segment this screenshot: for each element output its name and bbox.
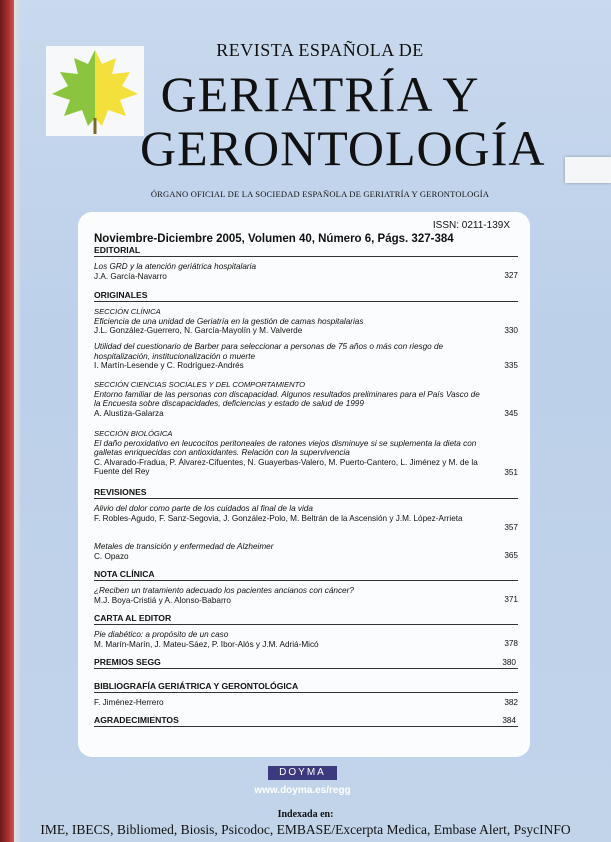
entry-authors: J.L. González-Guerrero, N. García-Mayolín y M. Valverde <box>94 326 303 336</box>
entry-page: 371 <box>504 595 518 605</box>
toc-entry[interactable] <box>94 380 518 419</box>
entry-authors: F. Jiménez-Herrero <box>94 698 164 707</box>
entry-authors: F. Robles-Agudo, F. Sanz-Segovia, J. González-Polo, M. Beltrán de la Ascensión y J.M. López-Arrieta <box>94 513 463 523</box>
publisher-logo: DOYMA <box>268 766 337 780</box>
page-tab <box>565 157 611 183</box>
entry-page: 327 <box>504 271 518 281</box>
entry-authors: M.J. Boya-Cristiá y A. Alonso-Babarro <box>94 595 231 605</box>
entry-page: 345 <box>504 409 518 419</box>
entry-authors: I. Martín-Lesende y C. Rodríguez-Andrés <box>94 361 244 371</box>
table-of-contents <box>78 212 530 757</box>
section-premios[interactable]: PREMIOS SEGG <box>94 657 518 669</box>
entry-page: 382 <box>504 698 518 708</box>
toc-entry[interactable] <box>94 504 518 533</box>
toc-entry[interactable] <box>94 630 518 649</box>
journal-title-line2: GERONTOLOGÍA <box>140 120 546 176</box>
entry-title: ¿Reciben un tratamiento adecuado los pacientes ancianos con cáncer? <box>94 586 354 595</box>
entry-title: Alivio del dolor como parte de los cuidados al final de la vida <box>94 504 313 513</box>
website-link[interactable]: www.doyma.es/regg <box>254 785 351 796</box>
section-agradecimientos[interactable]: AGRADECIMIENTOS <box>94 715 518 727</box>
premios-page: 380 <box>502 658 516 667</box>
toc-entry[interactable] <box>94 429 518 478</box>
toc-entry[interactable] <box>94 307 518 336</box>
entry-page: 365 <box>504 551 518 561</box>
toc-entry[interactable] <box>94 542 518 561</box>
entry-section: SECCIÓN CLÍNICA <box>94 307 161 316</box>
entry-page: 378 <box>504 639 518 649</box>
entry-page: 335 <box>504 361 518 371</box>
leaf-logo-icon <box>46 46 144 136</box>
spine-edge <box>14 0 20 842</box>
entry-title: Eficiencia de una unidad de Geriatría en la gestión de camas hospitalarias <box>94 316 364 326</box>
entry-authors: C. Opazo <box>94 551 129 561</box>
entry-section: SECCIÓN CIENCIAS SOCIALES Y DEL COMPORTAMIENTO <box>94 380 305 389</box>
section-nota-clinica: NOTA CLÍNICA <box>94 569 518 581</box>
toc-entry[interactable] <box>94 586 518 605</box>
journal-prefix: REVISTA ESPAÑOLA DE <box>216 40 424 60</box>
entry-title: Utilidad del cuestionario de Barber para seleccionar a personas de 75 años o más con riesgo de hospitalización, institucionalización o muerte <box>94 342 444 361</box>
entry-title: Metales de transición y enfermedad de Alzheimer <box>94 542 274 551</box>
section-editorial: EDITORIAL <box>94 245 518 257</box>
issn: ISSN: 0211-139X <box>432 220 510 231</box>
section-originales: ORIGINALES <box>94 290 518 302</box>
entry-title: Pie diabético: a propósito de un caso <box>94 630 229 639</box>
entry-page: 351 <box>504 468 518 478</box>
red-spine <box>0 0 14 842</box>
indexes-list: IME, IBECS, Bibliomed, Biosis, Psicodoc, EMBASE/Excerpta Medica, Embase Alert, PsycINFO <box>40 822 571 837</box>
agradecimientos-page: 384 <box>502 716 516 725</box>
entry-page: 357 <box>504 523 518 533</box>
section-bibliografia: BIBLIOGRAFÍA GERIÁTRICA Y GERONTOLÓGICA <box>94 681 518 693</box>
entry-section: SECCIÓN BIOLÓGICA <box>94 429 173 438</box>
entry-title: Entorno familiar de las personas con discapacidad. Algunos resultados preliminares para el País Vasco de la Encuesta sobre discapacidades, deficiencias y estado de salud de 1999 <box>94 389 480 409</box>
journal-title-line1: GERIATRÍA Y <box>160 66 480 122</box>
entry-authors: J.A. García-Navarro <box>94 271 167 281</box>
toc-entry[interactable] <box>94 698 518 708</box>
entry-title: El daño peroxidativo en leucocitos peritoneales de ratones viejos disminuye si se suplementa la dieta con galletas enriquecidas con antioxidantes. Relación con la supervivencia <box>94 438 477 458</box>
entry-authors: C. Alvarado-Fradua, P. Álvarez-Cifuentes, N. Guayerbas-Valero, M. Puerto-Cantero, L. Jiménez y M. de la Fuente del Rey <box>94 457 478 477</box>
entry-authors: A. Alustiza-Galarza <box>94 408 164 418</box>
toc-entry[interactable] <box>94 342 518 371</box>
issue-line: Noviembre-Diciembre 2005, Volumen 40, Número 6, Págs. 327-384 <box>94 233 454 245</box>
entry-authors: M. Marín-Marín, J. Mateu-Sáez, P. Ibor-Alós y J.M. Adriá-Micó <box>94 639 319 649</box>
indexed-label: Indexada en: <box>277 809 334 820</box>
toc-entry[interactable] <box>94 262 518 281</box>
entry-page: 330 <box>504 326 518 336</box>
journal-subtitle: ÓRGANO OFICIAL DE LA SOCIEDAD ESPAÑOLA DE GERIATRÍA Y GERONTOLOGÍA <box>150 189 490 199</box>
section-revisiones: REVISIONES <box>94 487 518 499</box>
section-carta: CARTA AL EDITOR <box>94 613 518 625</box>
entry-title: Los GRD y la atención geriátrica hospitalaria <box>94 262 257 271</box>
